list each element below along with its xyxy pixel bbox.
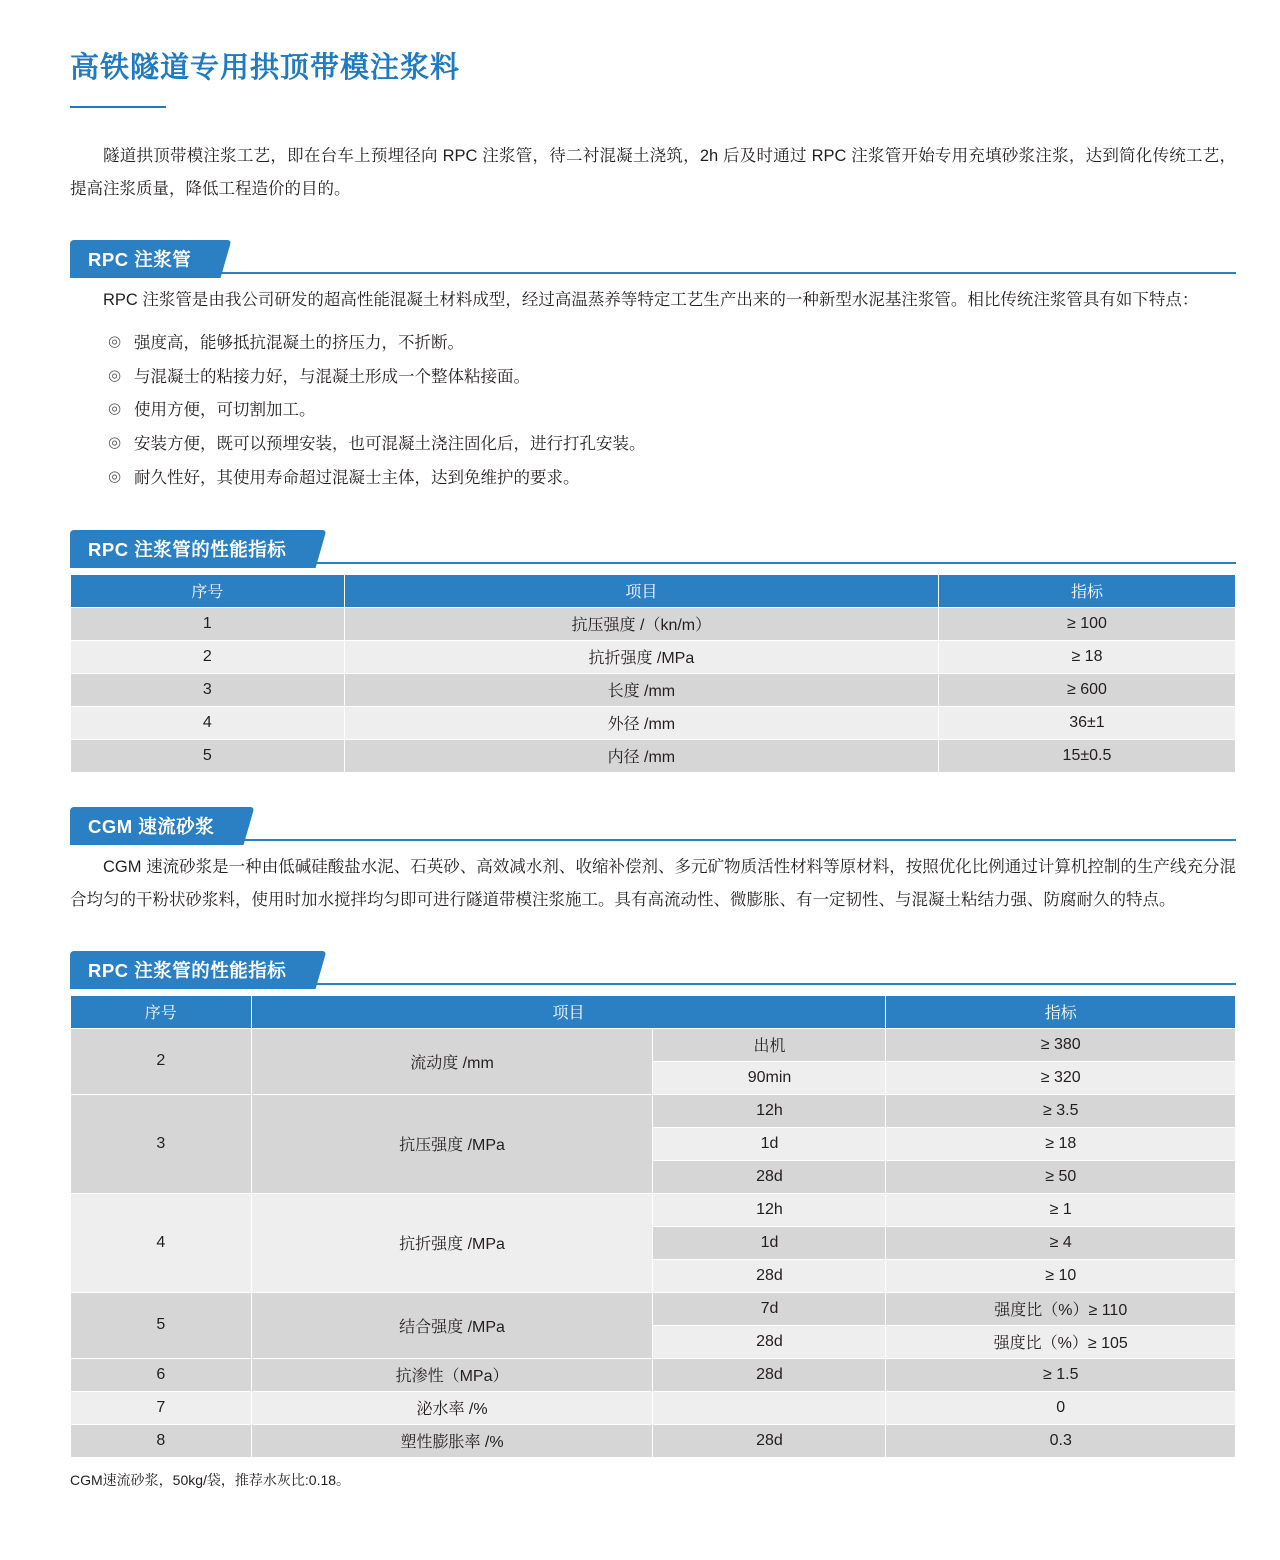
cell-index: ≥ 320 [886, 1061, 1236, 1094]
cell-age: 28d [653, 1325, 886, 1358]
column-header-item: 项目 [344, 574, 938, 607]
cell-age: 28d [653, 1160, 886, 1193]
column-header-no: 序号 [71, 995, 252, 1028]
cell-item: 内径 /mm [344, 739, 938, 772]
table-row [71, 1193, 1236, 1226]
table-row [71, 739, 1236, 772]
section-body-rpc-pipe: RPC 注浆管是由我公司研发的超高性能混凝土材料成型，经过高温蒸养等特定工艺生产出来的一种新型水泥基注浆管。相比传统注浆管具有如下特点： [103, 290, 1199, 309]
table-row [71, 706, 1236, 739]
bullet-circle-icon: ◎ [108, 366, 122, 384]
cell-no: 8 [71, 1424, 252, 1457]
cell-item: 泌水率 /% [251, 1391, 653, 1424]
cell-age: 1d [653, 1127, 886, 1160]
cell-item: 抗压强度 /MPa [251, 1094, 653, 1193]
rpc-pipe-spec-table [70, 574, 1236, 773]
cell-no: 4 [71, 1193, 252, 1292]
cell-age: 90min [653, 1061, 886, 1094]
table-row [71, 1358, 1236, 1391]
table-row [71, 1292, 1236, 1325]
section-header-rpc-pipe [70, 240, 1244, 274]
cell-item: 结合强度 /MPa [251, 1292, 653, 1358]
cell-item: 长度 /mm [344, 673, 938, 706]
cell-no: 5 [71, 1292, 252, 1358]
cell-age: 28d [653, 1424, 886, 1457]
list-item-label: 耐久性好，其使用寿命超过混凝士主体，达到免维护的要求。 [134, 469, 580, 488]
section-title-cgm: CGM 速流砂浆 [70, 807, 240, 845]
cell-index: ≥ 50 [886, 1160, 1236, 1193]
column-header-item: 项目 [251, 995, 886, 1028]
list-item-label: 安装方便，既可以预埋安装，也可混凝土浇注固化后，进行打孔安装。 [134, 435, 646, 454]
cell-index: 15±0.5 [938, 739, 1235, 772]
cell-index: ≥ 380 [886, 1028, 1236, 1061]
table-row [71, 607, 1236, 640]
cgm-spec-table [70, 995, 1236, 1458]
cell-no: 3 [71, 1094, 252, 1193]
list-item-label: 使用方便，可切割加工。 [134, 401, 316, 420]
page-title: 高铁隧道专用拱顶带模注浆料 [70, 52, 461, 85]
cell-index: ≥ 18 [886, 1127, 1236, 1160]
column-header-index: 指标 [938, 574, 1235, 607]
cell-age [653, 1391, 886, 1424]
cell-index: ≥ 3.5 [886, 1094, 1236, 1127]
cell-item: 外径 /mm [344, 706, 938, 739]
cell-item: 抗压强度 /（kn/m） [344, 607, 938, 640]
document-page [0, 19, 1280, 1560]
cell-no: 5 [71, 739, 345, 772]
column-header-index: 指标 [886, 995, 1236, 1028]
list-item [108, 394, 1236, 428]
section-title-rpc-spec: RPC 注浆管的性能指标 [70, 530, 312, 568]
table-row [71, 1391, 1236, 1424]
title-underline [70, 106, 166, 108]
cell-index: ≥ 1.5 [886, 1358, 1236, 1391]
cell-index: ≥ 600 [938, 673, 1235, 706]
table-row [71, 1094, 1236, 1127]
cell-index: 0.3 [886, 1424, 1236, 1457]
section-rule [70, 272, 1236, 274]
list-item-label: 与混凝士的粘接力好，与混凝土形成一个整体粘接面。 [134, 367, 530, 386]
list-item [108, 462, 1236, 496]
section-title-rpc-pipe: RPC 注浆管 [70, 240, 217, 278]
cell-index: ≥ 4 [886, 1226, 1236, 1259]
section-header-rpc-spec [70, 530, 1244, 564]
section-header-cgm-spec [70, 951, 1244, 985]
cell-age: 1d [653, 1226, 886, 1259]
cell-age: 12h [653, 1193, 886, 1226]
cell-index: 强度比（%）≥ 105 [886, 1325, 1236, 1358]
cell-index: 强度比（%）≥ 110 [886, 1292, 1236, 1325]
cell-item: 抗渗性（MPa） [251, 1358, 653, 1391]
bullet-circle-icon: ◎ [108, 332, 122, 350]
list-item-label: 强度高，能够抵抗混凝土的挤压力，不折断。 [134, 333, 464, 352]
section-header-cgm [70, 807, 1244, 841]
cell-no: 7 [71, 1391, 252, 1424]
table-row [71, 1424, 1236, 1457]
cell-index: 0 [886, 1391, 1236, 1424]
rpc-pipe-feature-list [36, 327, 1244, 496]
cell-age: 12h [653, 1094, 886, 1127]
bullet-circle-icon: ◎ [108, 400, 122, 418]
bullet-circle-icon: ◎ [108, 434, 122, 452]
table-row [71, 1028, 1236, 1061]
cell-item: 流动度 /mm [251, 1028, 653, 1094]
list-item [108, 327, 1236, 361]
table-row [71, 640, 1236, 673]
cell-index: 36±1 [938, 706, 1235, 739]
cell-index: ≥ 1 [886, 1193, 1236, 1226]
cell-no: 2 [71, 640, 345, 673]
table-footnote: CGM速流砂浆，50kg/袋，推荐水灰比:0.18。 [70, 1471, 351, 1488]
column-header-no: 序号 [71, 574, 345, 607]
cell-index: ≥ 10 [886, 1259, 1236, 1292]
cell-index: ≥ 18 [938, 640, 1235, 673]
cell-item: 抗折强度 /MPa [344, 640, 938, 673]
table-row [71, 673, 1236, 706]
intro-paragraph: 隧道拱顶带模注浆工艺，即在台车上预埋径向 RPC 注浆管，待二衬混凝土浇筑，2h 后及时通过 RPC 注浆管开始专用充填砂浆注浆，达到简化传统工艺，提高注浆质量，降低工程造价的目的。 [70, 146, 1236, 198]
cell-age: 出机 [653, 1028, 886, 1061]
cell-age: 7d [653, 1292, 886, 1325]
cell-age: 28d [653, 1259, 886, 1292]
cell-no: 6 [71, 1358, 252, 1391]
section-title-cgm-spec: RPC 注浆管的性能指标 [70, 951, 312, 989]
list-item [108, 428, 1236, 462]
cell-no: 2 [71, 1028, 252, 1094]
section-body-cgm: CGM 速流砂浆是一种由低碱硅酸盐水泥、石英砂、高效减水剂、收缩补偿剂、多元矿物质活性材料等原材料，按照优化比例通过计算机控制的生产线充分混合均匀的干粉状砂浆料，使用时加水搅拌均匀即可进行隧道带模注浆施工。具有高流动性、微膨胀、有一定韧性、与混凝土粘结力强、防腐耐久的特点。 [70, 857, 1236, 909]
cell-item: 抗折强度 /MPa [251, 1193, 653, 1292]
cell-age: 28d [653, 1358, 886, 1391]
list-item [108, 361, 1236, 395]
table-header-row [71, 574, 1236, 607]
bullet-circle-icon: ◎ [108, 468, 122, 486]
page-footer-spacer [36, 1490, 1244, 1520]
cell-no: 4 [71, 706, 345, 739]
cell-no: 1 [71, 607, 345, 640]
cell-index: ≥ 100 [938, 607, 1235, 640]
cell-no: 3 [71, 673, 345, 706]
table-header-row [71, 995, 1236, 1028]
cell-item: 塑性膨胀率 /% [251, 1424, 653, 1457]
